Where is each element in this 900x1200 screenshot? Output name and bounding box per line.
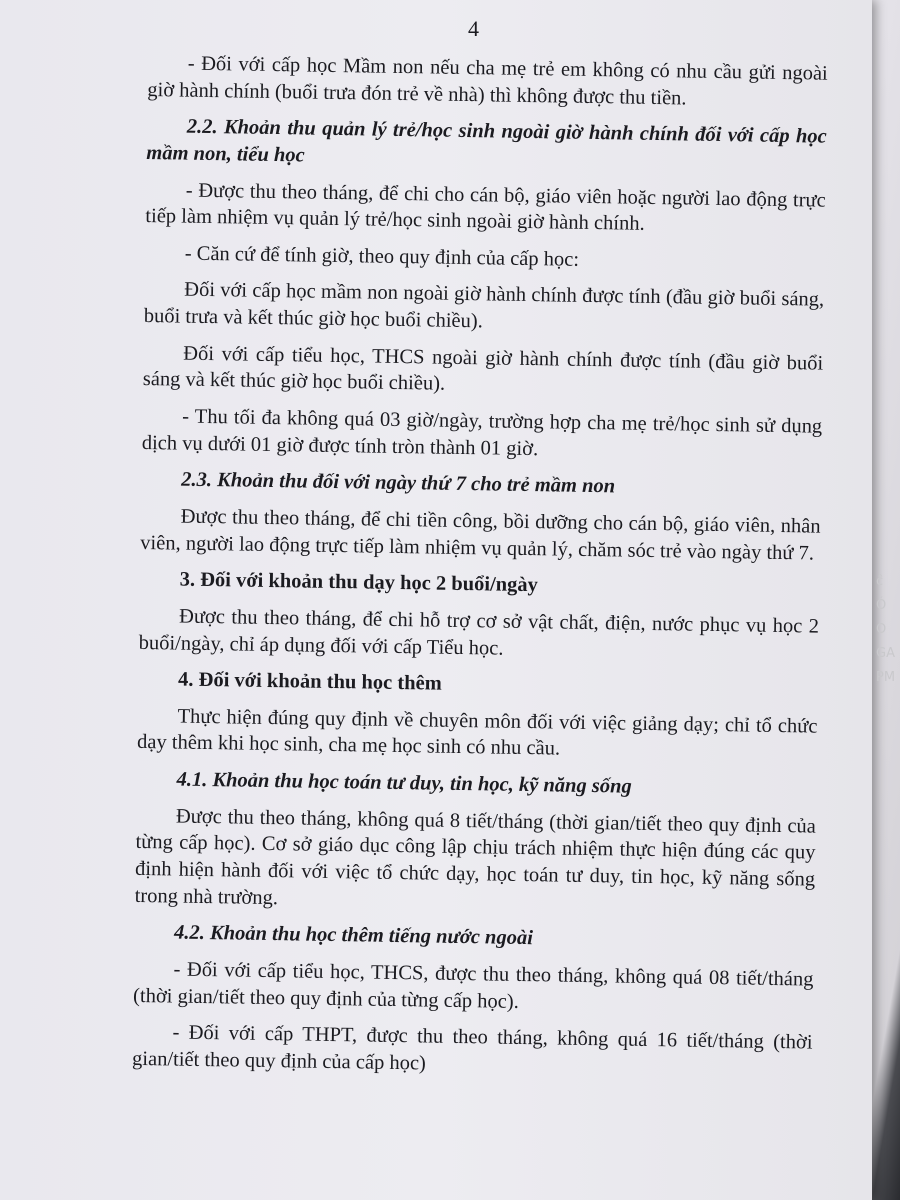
edge-glyph: ĉ [876, 574, 884, 589]
heading-4-1: 4.1. Khoản thu học toán tư duy, tin học, kỹ năng sống [176, 768, 632, 798]
edge-glyph: O [876, 622, 887, 637]
paragraph-saturday-fee: Được thu theo tháng, để chi tiền công, bồi dưỡng cho cán bộ, giáo viên, nhân viên, người lao động trực tiếp làm nhiệm vụ quản lý, chăm sóc trẻ vào ngày thứ 7. [140, 505, 821, 565]
paragraph-extra-classes: Thực hiện đúng quy định về chuyên môn đối với việc giảng dạy; chỉ tổ chức dạy thêm khi học sinh, cha mẹ học sinh có nhu cầu. [136, 705, 818, 761]
edge-glyph: Ó [876, 598, 887, 613]
paragraph-foreign-lang-high-school: - Đối với cấp THPT, được thu theo tháng, không quá 16 tiết/tháng (thời gian/tiết theo quy định của cấp học) [131, 1021, 813, 1075]
paragraph-preschool-hours: Đối với cấp học mầm non ngoài giờ hành chính được tính (đầu giờ buổi sáng, buổi trưa và kết thúc giờ học buổi chiều). [143, 279, 825, 333]
edge-glyph: PM [876, 670, 896, 685]
heading-2-3: 2.3. Khoản thu đối với ngày thứ 7 cho trẻ mầm non [181, 468, 616, 498]
paragraph-two-sessions: Được thu theo tháng, để chi hỗ trợ cơ sở vật chất, điện, nước phục vụ học 2 buổi/ngày, chỉ áp dụng đối với cấp Tiểu học. [138, 605, 820, 660]
paragraph-hour-basis: - Căn cứ để tính giờ, theo quy định của cấp học: [184, 242, 580, 271]
document-body [132, 50, 828, 1083]
paragraph-max-hours: - Thu tối đa không quá 03 giờ/ngày, trường hợp cha mẹ trẻ/học sinh sử dụng dịch vụ dưới 01 giờ được tính tròn thành 01 giờ. [141, 405, 823, 460]
paragraph-monthly-fee-staff: - Được thu theo tháng, để chi cho cán bộ, giáo viên hoặc người lao động trực tiếp làm nhiệm vụ quản lý trẻ/học sinh ngoài giờ hành chính. [145, 179, 826, 236]
paragraph-foreign-lang-primary: - Đối với cấp tiểu học, THCS, được thu theo tháng, không quá 08 tiết/tháng (thời gian/tiết theo quy định của từng cấp học). [132, 958, 814, 1013]
heading-4: 4. Đối với khoản thu học thêm [177, 668, 442, 695]
edge-glyph: GA [876, 646, 895, 661]
heading-3: 3. Đối với khoản thu dạy học 2 buổi/ngày [179, 568, 539, 597]
heading-2-2: 2.2. Khoản thu quản lý trẻ/học sinh ngoài giờ hành chính đối với cấp học mầm non, tiểu học [146, 115, 827, 167]
paragraph-preschool-no-fee: - Đối với cấp học Mầm non nếu cha mẹ trẻ em không có nhu cầu gửi ngoài giờ hành chính (buổi trưa đón trẻ về nhà) thì không được thu tiền. [147, 52, 828, 110]
page-number: 4 [468, 16, 479, 41]
paragraph-math-it-skills: Được thu theo tháng, không quá 8 tiết/tháng (thời gian/tiết theo quy định của từng cấp học). Cơ sở giáo dục công lập chịu trách nhiệm thực hiện đúng các quy định hiện hành đối với việc tổ chức dạy, học toán tư duy, tin học, kỹ năng sống trong nhà trường. [134, 805, 817, 909]
paragraph-primary-hours: Đối với cấp tiểu học, THCS ngoài giờ hành chính được tính (đầu giờ buổi sáng và kết thúc giờ học buổi chiều). [142, 342, 824, 396]
adjacent-page-edge [876, 570, 900, 690]
heading-4-2: 4.2. Khoản thu học thêm tiếng nước ngoài [173, 921, 534, 950]
